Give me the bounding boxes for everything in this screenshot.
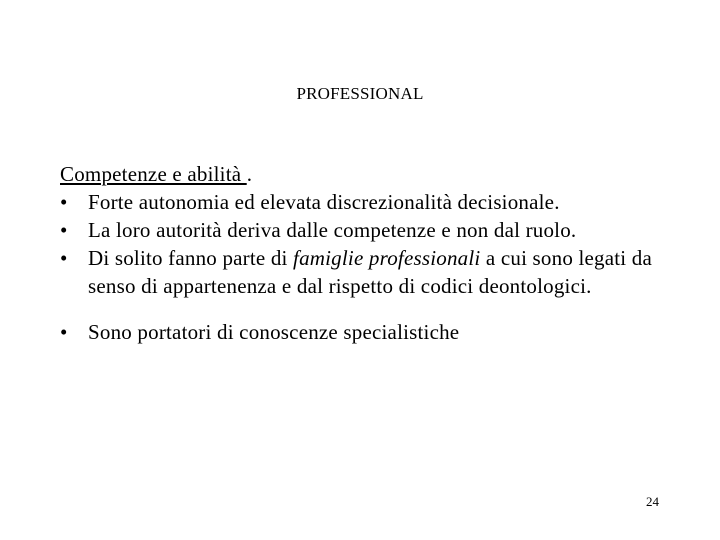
bullet-icon: • xyxy=(60,218,68,242)
bullet-item xyxy=(60,188,680,216)
bullet-text-end: a cui sono legati da senso di appartenenza e dal rispetto di codici deontologici. xyxy=(88,246,652,298)
bullet-icon: • xyxy=(60,320,68,344)
slide-title: PROFESSIONAL xyxy=(296,84,424,103)
section-heading-text: Competenze e abilità xyxy=(60,162,247,186)
bullet-text: La loro autorità deriva dalle competenze e non dal ruolo. xyxy=(88,218,577,242)
section-heading xyxy=(60,160,680,188)
bullet-text: Forte autonomia ed elevata discrezionalità decisionale. xyxy=(88,190,560,214)
slide-body xyxy=(60,160,680,346)
bullet-item xyxy=(60,216,680,244)
bullet-text xyxy=(88,246,652,298)
bullet-text-emphasis: famiglie professionali xyxy=(293,246,481,270)
bullet-icon: • xyxy=(60,190,68,214)
page-number: 24 xyxy=(646,494,659,509)
section-heading-suffix: . xyxy=(246,162,253,186)
bullet-icon: • xyxy=(60,246,68,270)
bullet-text: Sono portatori di conoscenze specialistiche xyxy=(88,320,460,344)
bullet-list xyxy=(60,188,680,346)
bullet-text-start: Di solito fanno parte di xyxy=(88,246,294,270)
bullet-item xyxy=(60,244,680,300)
bullet-item xyxy=(60,318,680,346)
